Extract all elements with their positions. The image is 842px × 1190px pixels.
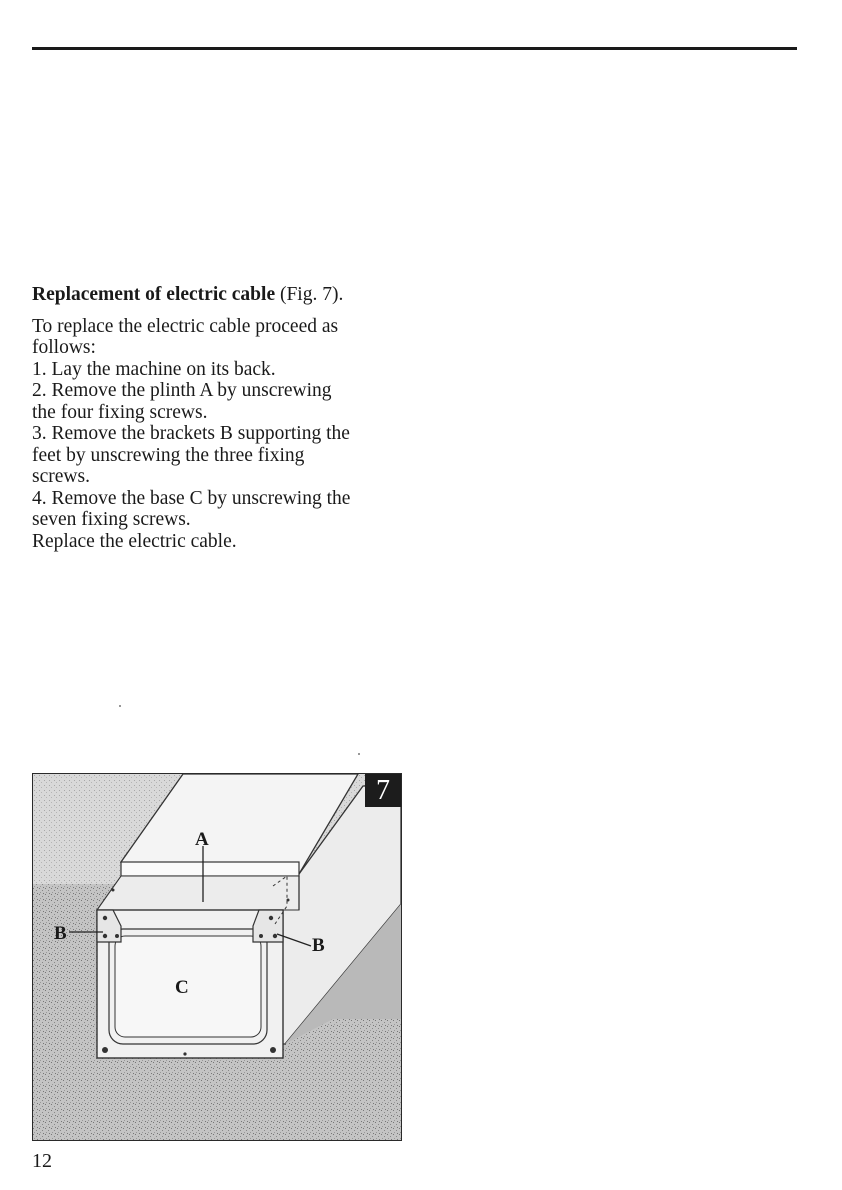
- plinth-a: [121, 862, 299, 876]
- bracket-b-right: [253, 910, 283, 942]
- label-b-right: B: [312, 935, 325, 956]
- section-heading: [32, 284, 412, 306]
- instructions-text: To replace the electric cable proceed as follows: 1. Lay the machine on its back. 2. Remove the plinth A by unscrewing the four fixing screws. 3. Remove the brackets B supporting the feet by unscrewing the three fixing screws. 4. Remove the base C by unscrewing the seven fixing screws. Replace the electric cable.: [32, 315, 351, 552]
- page-number: 12: [32, 1150, 52, 1172]
- plinth-depth: [97, 876, 299, 910]
- label-c: C: [175, 977, 189, 998]
- figure-7-illustration: [32, 773, 402, 1141]
- scan-speck: [119, 705, 121, 707]
- label-a: A: [195, 829, 209, 850]
- label-b-left: B: [54, 923, 67, 944]
- top-rule: [32, 47, 797, 50]
- instructions-section: [32, 284, 412, 552]
- machine-base-drawing: [33, 774, 401, 1140]
- scan-speck: [358, 753, 360, 755]
- heading-bold-text: Replacement of electric cable: [32, 284, 276, 305]
- heading-plain-text: (Fig. 7).: [275, 284, 344, 305]
- figure-number-badge: 7: [365, 774, 401, 807]
